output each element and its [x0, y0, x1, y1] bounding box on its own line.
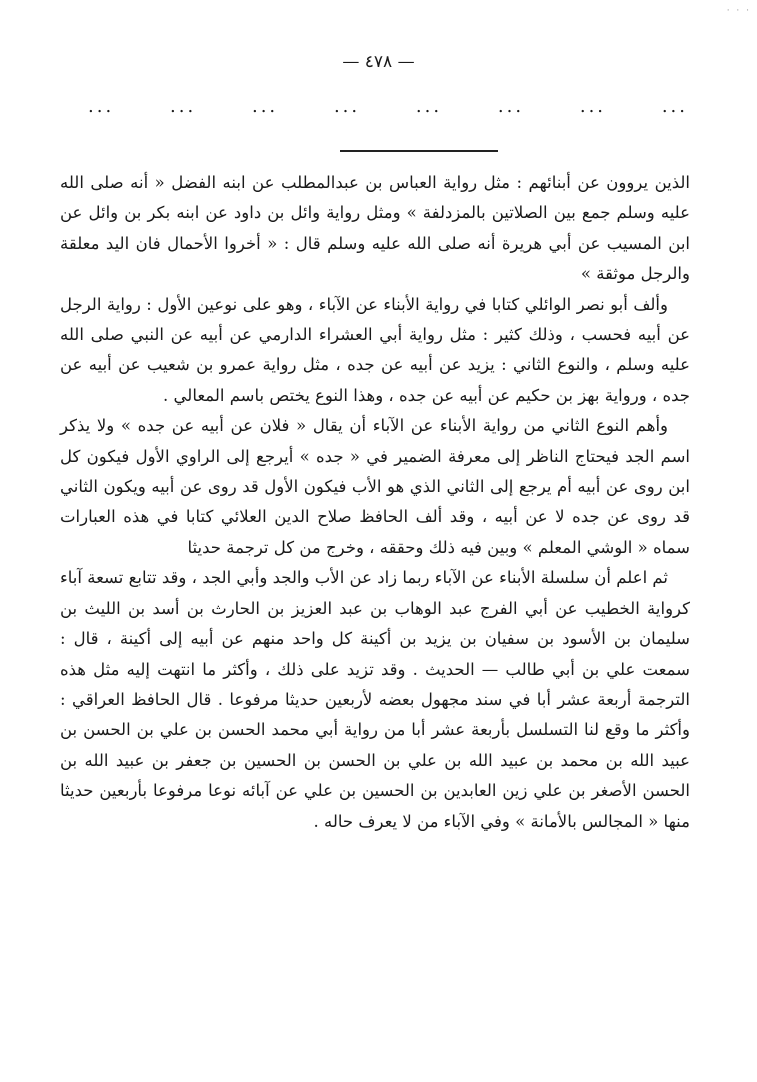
omission-dots: ... — [661, 96, 688, 117]
corner-speck-decoration: · · · — [726, 6, 751, 16]
omission-dots: ... — [170, 96, 197, 117]
section-divider — [340, 150, 498, 152]
paragraph: الذين يروون عن أبنائهم : مثل رواية العباس بن عبدالمطلب عن ابنه الفضل « أنه صلى الله عليه وسلم جمع بين الصلاتين بالمزدلفة » ومثل رواية وائل بن داود عن ابنه بكر بن وائل عن ابن المسيب عن أبي هريرة أنه صلى الله عليه وسلم قال : « أخروا الأحمال فان اليد معلقة والرجل موثقة » — [60, 173, 690, 284]
omission-dots: ... — [579, 96, 607, 117]
omission-dots: ... — [415, 96, 443, 117]
omission-dots: ... — [333, 96, 361, 117]
omission-dots-row — [88, 96, 688, 117]
paragraph: وألف أبو نصر الوائلي كتابا في رواية الأبناء عن الآباء ، وهو على نوعين الأول : رواية الرجل عن أبيه فحسب ، وذلك كثير : مثل رواية أبي العشراء الدارمي عن أبيه عن النبي صلى الله عليه وسلم ، والنوع الثاني : يزيد عن أبيه عن جده ، مثل رواية عمرو بن شعيب عن أبيه عن جده ، ورواية بهز بن حكيم عن أبيه عن جده ، وهذا النوع يختص باسم المعالي . — [60, 294, 690, 405]
omission-dots: ... — [251, 96, 279, 117]
omission-dots: ... — [88, 96, 115, 117]
omission-dots: ... — [497, 96, 525, 117]
paragraph: وأهم النوع الثاني من رواية الأبناء عن الآباء أن يقال « فلان عن أبيه عن جده » ولا يذكر اسم الجد فيحتاج الناظر إلى معرفة الضمير في « جده » أيرجع إلى الراوي الأول فيكون كل ابن روى عن أبيه أم يرجع إلى الثاني الذي هو الأب فيكون الأول قد روى عن أبيه ويكون الثاني قد روى عن جده لا عن أبيه ، وقد ألف الحافظ صلاح الدين العلائي كتابا في هذه العبارات سماه « الوشي المعلم » وبين فيه ذلك وحققه ، وخرج من كل ترجمة حديثا — [60, 416, 690, 557]
page-number: — ٤٧٨ — — [342, 52, 415, 72]
body-text — [60, 168, 690, 837]
paragraph: ثم اعلم أن سلسلة الأبناء عن الآباء ربما زاد عن الأب والجد وأبي الجد ، وقد تتابع تسعة آباء كرواية الخطيب عن أبي الفرج عبد الوهاب بن عبد العزيز بن الحارث بن أسد بن الليث بن سليمان بن الأسود بن سفيان بن يزيد بن أكينة كل واحد منهم عن أبيه إلى أكينة ، قال : سمعت علي بن أبي طالب — الحديث . وقد تزيد على ذلك ، وأكثر ما انتهت إليه مثل هذه الترجمة أربعة عشر أبا في سند مجهول بعضه لأربعين حديثا مرفوعا . قال الحافظ العراقي : وأكثر ما وقع لنا التسلسل بأربعة عشر أبا من رواية أبي محمد الحسن بن علي بن الحسن بن عبيد الله بن محمد بن عبيد الله بن علي بن الحسن بن الحسين بن جعفر بن عبيد الله بن الحسن الأصغر بن علي زين العابدين بن الحسين بن علي عن آبائه نوعا مرفوعا بأربعين حديثا منها « المجالس بالأمانة » وفي الآباء من لا يعرف حاله . — [60, 568, 690, 831]
